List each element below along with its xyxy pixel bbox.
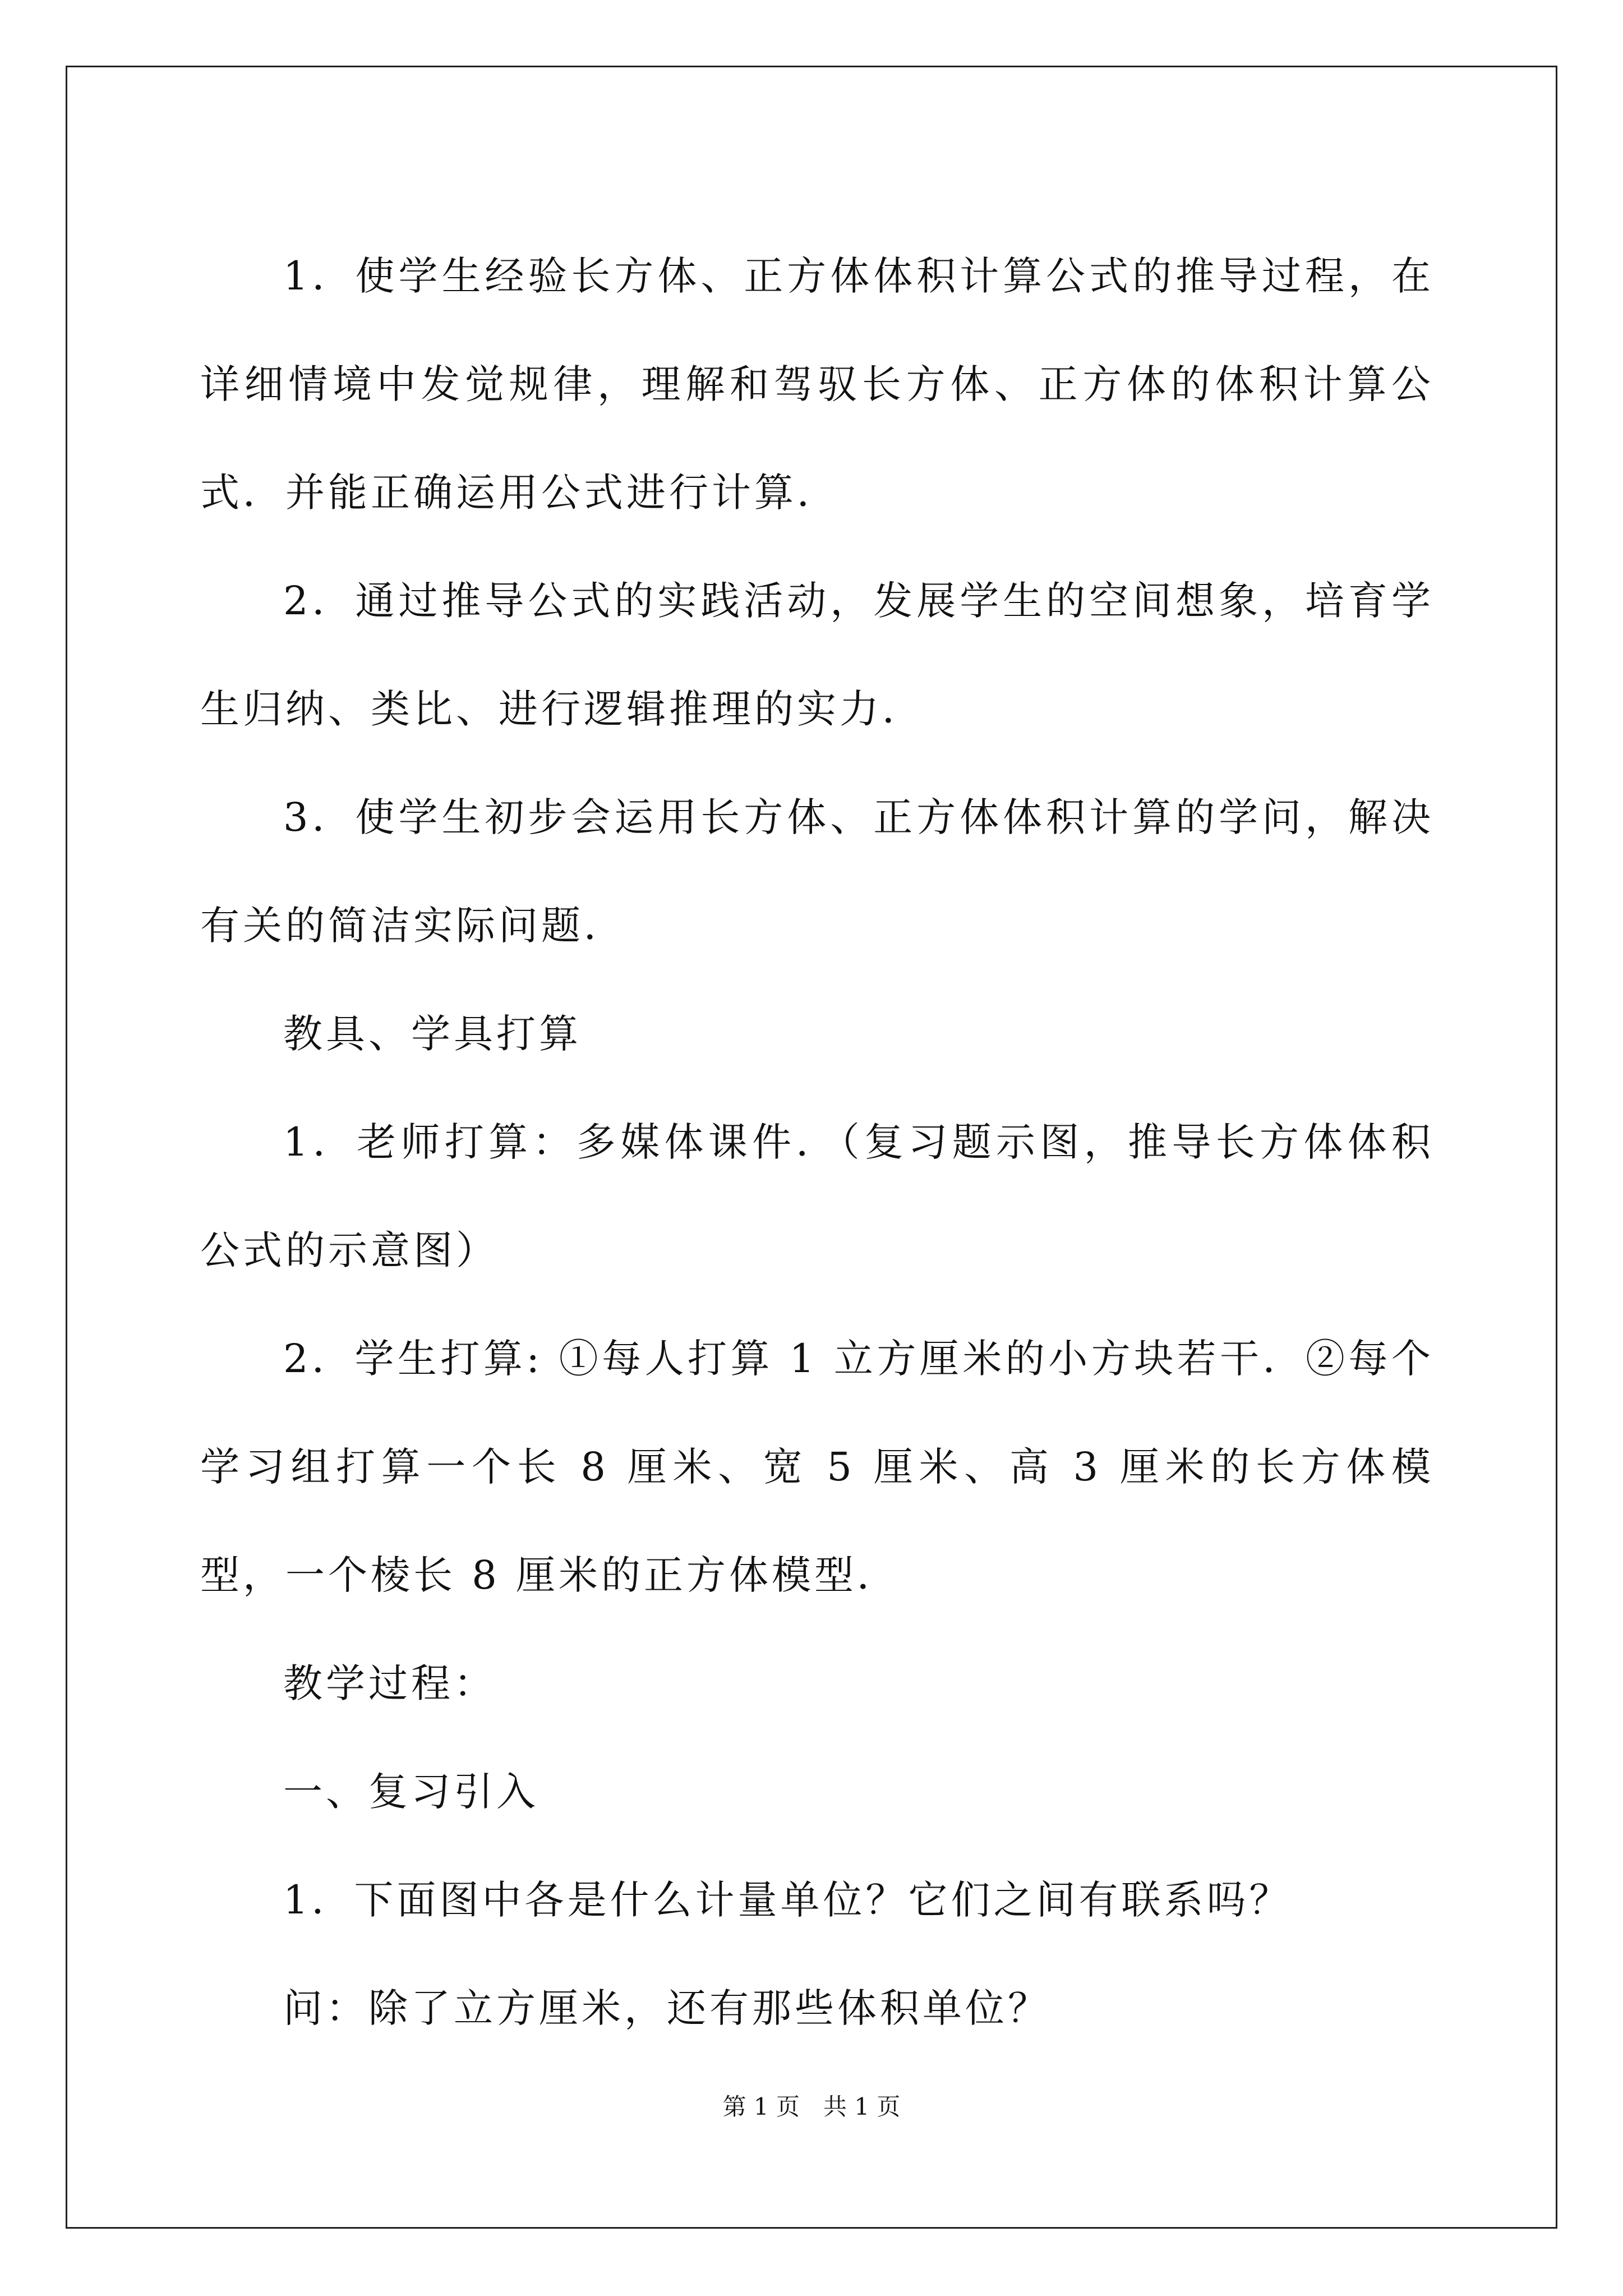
paragraph: 1．老师打算：多媒体课件．（复习题示图，推导长方体体积公式的示意图） [200,1119,1434,1273]
document-body [200,222,1434,2063]
paragraph: 2．通过推导公式的实践活动，发展学生的空间想象，培育学生归纳、类比、进行逻辑推理的实力． [200,578,1434,732]
page-footer: 第 1 页 共 1 页 [722,2093,901,2120]
paragraph: 3．使学生初步会运用长方体、正方体体积计算的学问，解决有关的简洁实际问题． [200,794,1434,949]
paragraph: 问：除了立方厘米，还有那些体积单位？ [283,1985,1050,2031]
section-heading: 一、复习引入 [283,1769,539,1815]
paragraph: 1．下面图中各是什么计量单位？它们之间有联系吗？ [283,1877,1292,1923]
section-heading: 教学过程： [283,1660,496,1706]
section-heading: 教具、学具打算 [283,1011,582,1057]
paragraph: 2．学生打算: ①每人打算 1 立方厘米的小方块若干．②每个学习组打算一个长 8 厘米、宽 5 厘米、高 3 厘米的长方体模型，一个棱长 8 厘米的正方体模型． [200,1336,1434,1598]
paragraph: 1．使学生经验长方体、正方体体积计算公式的推导过程，在详细情境中发觉规律，理解和驾驭长方体、正方体的体积计算公式．并能正确运用公式进行计算． [200,253,1434,516]
